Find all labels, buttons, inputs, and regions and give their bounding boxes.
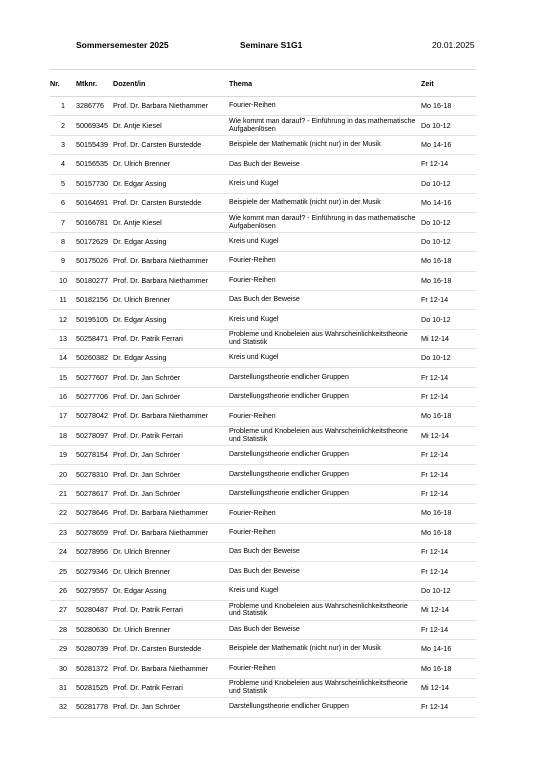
row-number: 1 bbox=[50, 97, 76, 116]
lecturer-name: Prof. Dr. Jan Schröer bbox=[113, 387, 229, 406]
column-header-dozent: Dozent/in bbox=[113, 71, 229, 97]
lecturer-name: Dr. Antje Kiesel bbox=[113, 213, 229, 232]
seminar-time: Mo 16-18 bbox=[421, 271, 476, 290]
matriculation-number: 50175026 bbox=[76, 252, 113, 271]
seminar-topic: Das Buch der Beweise bbox=[229, 290, 421, 309]
seminar-topic: Kreis und Kugel bbox=[229, 310, 421, 329]
table-row bbox=[50, 290, 476, 309]
row-number: 31 bbox=[50, 678, 76, 697]
seminar-topic: Fourier-Reihen bbox=[229, 271, 421, 290]
table-row bbox=[50, 639, 476, 658]
seminar-topic: Darstellungstheorie endlicher Gruppen bbox=[229, 368, 421, 387]
row-number: 18 bbox=[50, 426, 76, 445]
seminar-topic: Fourier-Reihen bbox=[229, 97, 421, 116]
matriculation-number: 50180277 bbox=[76, 271, 113, 290]
table-row bbox=[50, 116, 476, 135]
table-row bbox=[50, 174, 476, 193]
row-number: 4 bbox=[50, 155, 76, 174]
row-number: 28 bbox=[50, 620, 76, 639]
seminar-time: Mo 16-18 bbox=[421, 659, 476, 678]
row-number: 10 bbox=[50, 271, 76, 290]
lecturer-name: Prof. Dr. Barbara Niethammer bbox=[113, 407, 229, 426]
seminar-topic: Probleme und Knobeleien aus Wahrscheinlichkeitstheorie und Statistik bbox=[229, 329, 421, 348]
seminar-topic: Wie kommt man darauf? - Einführung in das mathematische Aufgabenlösen bbox=[229, 116, 421, 135]
row-number: 20 bbox=[50, 465, 76, 484]
lecturer-name: Dr. Ulrich Brenner bbox=[113, 562, 229, 581]
table-row bbox=[50, 155, 476, 174]
seminar-time: Fr 12-14 bbox=[421, 562, 476, 581]
matriculation-number: 50280630 bbox=[76, 620, 113, 639]
matriculation-number: 50166781 bbox=[76, 213, 113, 232]
table-row bbox=[50, 387, 476, 406]
matriculation-number: 50182156 bbox=[76, 290, 113, 309]
matriculation-number: 50278646 bbox=[76, 504, 113, 523]
table-row bbox=[50, 349, 476, 368]
table-row bbox=[50, 329, 476, 348]
row-number: 21 bbox=[50, 484, 76, 503]
row-number: 27 bbox=[50, 601, 76, 620]
seminar-topic: Darstellungstheorie endlicher Gruppen bbox=[229, 698, 421, 717]
table-row bbox=[50, 407, 476, 426]
matriculation-number: 50069345 bbox=[76, 116, 113, 135]
table-row bbox=[50, 465, 476, 484]
seminar-topic: Fourier-Reihen bbox=[229, 407, 421, 426]
seminar-time: Mo 16-18 bbox=[421, 504, 476, 523]
row-number: 22 bbox=[50, 504, 76, 523]
table-row bbox=[50, 523, 476, 542]
row-number: 12 bbox=[50, 310, 76, 329]
matriculation-number: 50278310 bbox=[76, 465, 113, 484]
row-number: 32 bbox=[50, 698, 76, 717]
column-header-zeit: Zeit bbox=[421, 71, 476, 97]
seminar-time: Mi 12-14 bbox=[421, 678, 476, 697]
seminar-topic: Das Buch der Beweise bbox=[229, 542, 421, 561]
seminar-topic: Fourier-Reihen bbox=[229, 523, 421, 542]
matriculation-number: 50260382 bbox=[76, 349, 113, 368]
seminar-time: Fr 12-14 bbox=[421, 542, 476, 561]
lecturer-name: Dr. Edgar Assing bbox=[113, 349, 229, 368]
seminar-time: Mi 12-14 bbox=[421, 329, 476, 348]
lecturer-name: Dr. Ulrich Brenner bbox=[113, 155, 229, 174]
document-title: Seminare S1G1 bbox=[240, 40, 303, 50]
row-number: 14 bbox=[50, 349, 76, 368]
lecturer-name: Prof. Dr. Barbara Niethammer bbox=[113, 271, 229, 290]
seminar-time: Mo 16-18 bbox=[421, 97, 476, 116]
document-date: 20.01.2025 bbox=[432, 40, 475, 50]
row-number: 9 bbox=[50, 252, 76, 271]
seminar-topic: Darstellungstheorie endlicher Gruppen bbox=[229, 446, 421, 465]
seminar-time: Fr 12-14 bbox=[421, 698, 476, 717]
row-number: 23 bbox=[50, 523, 76, 542]
row-number: 25 bbox=[50, 562, 76, 581]
seminar-topic: Darstellungstheorie endlicher Gruppen bbox=[229, 387, 421, 406]
row-number: 15 bbox=[50, 368, 76, 387]
lecturer-name: Dr. Ulrich Brenner bbox=[113, 542, 229, 561]
table-row bbox=[50, 484, 476, 503]
seminar-topic: Kreis und Kugel bbox=[229, 232, 421, 251]
matriculation-number: 50172629 bbox=[76, 232, 113, 251]
table-row bbox=[50, 620, 476, 639]
semester-label: Sommersemester 2025 bbox=[76, 40, 169, 50]
seminar-time: Fr 12-14 bbox=[421, 368, 476, 387]
column-header-nr: Nr. bbox=[50, 71, 76, 97]
seminar-topic: Kreis und Kugel bbox=[229, 349, 421, 368]
table-row bbox=[50, 426, 476, 445]
table-header-row bbox=[50, 71, 476, 97]
seminar-topic: Probleme und Knobeleien aus Wahrscheinlichkeitstheorie und Statistik bbox=[229, 426, 421, 445]
lecturer-name: Prof. Dr. Jan Schröer bbox=[113, 446, 229, 465]
table-row bbox=[50, 504, 476, 523]
lecturer-name: Prof. Dr. Jan Schröer bbox=[113, 484, 229, 503]
seminar-topic: Kreis und Kugel bbox=[229, 174, 421, 193]
table-row bbox=[50, 232, 476, 251]
seminar-topic: Das Buch der Beweise bbox=[229, 155, 421, 174]
matriculation-number: 50278956 bbox=[76, 542, 113, 561]
seminar-topic: Probleme und Knobeleien aus Wahrscheinlichkeitstheorie und Statistik bbox=[229, 678, 421, 697]
matriculation-number: 50277706 bbox=[76, 387, 113, 406]
matriculation-number: 50195105 bbox=[76, 310, 113, 329]
row-number: 16 bbox=[50, 387, 76, 406]
lecturer-name: Dr. Antje Kiesel bbox=[113, 116, 229, 135]
matriculation-number: 50279557 bbox=[76, 581, 113, 600]
table-row bbox=[50, 542, 476, 561]
matriculation-number: 50278042 bbox=[76, 407, 113, 426]
seminar-time: Fr 12-14 bbox=[421, 446, 476, 465]
matriculation-number: 50281525 bbox=[76, 678, 113, 697]
lecturer-name: Prof. Dr. Barbara Niethammer bbox=[113, 523, 229, 542]
row-number: 5 bbox=[50, 174, 76, 193]
table-row bbox=[50, 193, 476, 212]
lecturer-name: Dr. Edgar Assing bbox=[113, 232, 229, 251]
seminar-topic: Fourier-Reihen bbox=[229, 504, 421, 523]
table-row bbox=[50, 601, 476, 620]
seminar-topic: Beispiele der Mathematik (nicht nur) in der Musik bbox=[229, 135, 421, 154]
lecturer-name: Prof. Dr. Carsten Burstedde bbox=[113, 193, 229, 212]
seminar-time: Fr 12-14 bbox=[421, 484, 476, 503]
seminar-topic: Das Buch der Beweise bbox=[229, 562, 421, 581]
table-row bbox=[50, 446, 476, 465]
matriculation-number: 50258471 bbox=[76, 329, 113, 348]
seminar-time: Fr 12-14 bbox=[421, 465, 476, 484]
table-row bbox=[50, 271, 476, 290]
seminar-time: Fr 12-14 bbox=[421, 620, 476, 639]
row-number: 13 bbox=[50, 329, 76, 348]
table-row bbox=[50, 368, 476, 387]
matriculation-number: 50280487 bbox=[76, 601, 113, 620]
matriculation-number: 50281778 bbox=[76, 698, 113, 717]
seminar-topic: Darstellungstheorie endlicher Gruppen bbox=[229, 465, 421, 484]
row-number: 24 bbox=[50, 542, 76, 561]
seminar-time: Fr 12-14 bbox=[421, 155, 476, 174]
page-header bbox=[0, 40, 543, 54]
matriculation-number: 50164691 bbox=[76, 193, 113, 212]
seminar-time: Mo 14-16 bbox=[421, 639, 476, 658]
matriculation-number: 50278659 bbox=[76, 523, 113, 542]
seminar-time: Do 10-12 bbox=[421, 116, 476, 135]
matriculation-number: 50157730 bbox=[76, 174, 113, 193]
lecturer-name: Prof. Dr. Jan Schröer bbox=[113, 698, 229, 717]
table-row bbox=[50, 678, 476, 697]
row-number: 11 bbox=[50, 290, 76, 309]
matriculation-number: 50155439 bbox=[76, 135, 113, 154]
row-number: 2 bbox=[50, 116, 76, 135]
seminar-topic: Kreis und Kugel bbox=[229, 581, 421, 600]
row-number: 8 bbox=[50, 232, 76, 251]
lecturer-name: Prof. Dr. Barbara Niethammer bbox=[113, 659, 229, 678]
seminar-time: Mo 16-18 bbox=[421, 407, 476, 426]
lecturer-name: Prof. Dr. Patrik Ferrari bbox=[113, 426, 229, 445]
row-number: 7 bbox=[50, 213, 76, 232]
table-row bbox=[50, 659, 476, 678]
seminar-topic: Das Buch der Beweise bbox=[229, 620, 421, 639]
column-header-mtknr: Mtknr. bbox=[76, 71, 113, 97]
row-number: 29 bbox=[50, 639, 76, 658]
matriculation-number: 50156535 bbox=[76, 155, 113, 174]
lecturer-name: Prof. Dr. Barbara Niethammer bbox=[113, 252, 229, 271]
matriculation-number: 50279346 bbox=[76, 562, 113, 581]
row-number: 19 bbox=[50, 446, 76, 465]
row-number: 17 bbox=[50, 407, 76, 426]
matriculation-number: 50278154 bbox=[76, 446, 113, 465]
table-row bbox=[50, 581, 476, 600]
lecturer-name: Prof. Dr. Jan Schröer bbox=[113, 368, 229, 387]
row-number: 30 bbox=[50, 659, 76, 678]
lecturer-name: Dr. Ulrich Brenner bbox=[113, 620, 229, 639]
seminar-time: Do 10-12 bbox=[421, 232, 476, 251]
seminar-time: Mo 16-18 bbox=[421, 252, 476, 271]
lecturer-name: Prof. Dr. Patrik Ferrari bbox=[113, 601, 229, 620]
seminar-time: Do 10-12 bbox=[421, 581, 476, 600]
lecturer-name: Prof. Dr. Carsten Burstedde bbox=[113, 639, 229, 658]
table-row bbox=[50, 97, 476, 116]
column-header-thema: Thema bbox=[229, 71, 421, 97]
lecturer-name: Prof. Dr. Barbara Niethammer bbox=[113, 504, 229, 523]
lecturer-name: Dr. Edgar Assing bbox=[113, 581, 229, 600]
lecturer-name: Dr. Edgar Assing bbox=[113, 310, 229, 329]
seminar-time: Do 10-12 bbox=[421, 349, 476, 368]
table-row bbox=[50, 213, 476, 232]
table-body bbox=[50, 97, 476, 718]
table-row bbox=[50, 310, 476, 329]
table-row bbox=[50, 135, 476, 154]
seminar-time: Mo 14-16 bbox=[421, 135, 476, 154]
seminar-time: Fr 12-14 bbox=[421, 290, 476, 309]
seminar-topic: Darstellungstheorie endlicher Gruppen bbox=[229, 484, 421, 503]
header-divider bbox=[50, 69, 476, 70]
seminar-time: Fr 12-14 bbox=[421, 387, 476, 406]
matriculation-number: 3286776 bbox=[76, 97, 113, 116]
seminar-time: Mo 16-18 bbox=[421, 523, 476, 542]
seminar-time: Do 10-12 bbox=[421, 213, 476, 232]
seminar-time: Mo 14-16 bbox=[421, 193, 476, 212]
row-number: 6 bbox=[50, 193, 76, 212]
matriculation-number: 50280739 bbox=[76, 639, 113, 658]
lecturer-name: Dr. Ulrich Brenner bbox=[113, 290, 229, 309]
seminar-topic: Beispiele der Mathematik (nicht nur) in der Musik bbox=[229, 193, 421, 212]
matriculation-number: 50278617 bbox=[76, 484, 113, 503]
lecturer-name: Prof. Dr. Jan Schröer bbox=[113, 465, 229, 484]
table-row bbox=[50, 562, 476, 581]
lecturer-name: Prof. Dr. Carsten Burstedde bbox=[113, 135, 229, 154]
seminar-time: Do 10-12 bbox=[421, 174, 476, 193]
lecturer-name: Prof. Dr. Patrik Ferrari bbox=[113, 329, 229, 348]
seminar-topic: Beispiele der Mathematik (nicht nur) in der Musik bbox=[229, 639, 421, 658]
row-number: 26 bbox=[50, 581, 76, 600]
seminar-topic: Probleme und Knobeleien aus Wahrscheinlichkeitstheorie und Statistik bbox=[229, 601, 421, 620]
seminar-topic: Fourier-Reihen bbox=[229, 252, 421, 271]
table-row bbox=[50, 698, 476, 717]
lecturer-name: Dr. Edgar Assing bbox=[113, 174, 229, 193]
seminar-time: Do 10-12 bbox=[421, 310, 476, 329]
seminar-topic: Fourier-Reihen bbox=[229, 659, 421, 678]
row-number: 3 bbox=[50, 135, 76, 154]
lecturer-name: Prof. Dr. Patrik Ferrari bbox=[113, 678, 229, 697]
lecturer-name: Prof. Dr. Barbara Niethammer bbox=[113, 97, 229, 116]
matriculation-number: 50278097 bbox=[76, 426, 113, 445]
seminar-time: Mi 12-14 bbox=[421, 426, 476, 445]
table-row bbox=[50, 252, 476, 271]
matriculation-number: 50277607 bbox=[76, 368, 113, 387]
matriculation-number: 50281372 bbox=[76, 659, 113, 678]
seminar-topic: Wie kommt man darauf? - Einführung in das mathematische Aufgabenlösen bbox=[229, 213, 421, 232]
seminar-table bbox=[50, 71, 476, 718]
seminar-time: Mi 12-14 bbox=[421, 601, 476, 620]
